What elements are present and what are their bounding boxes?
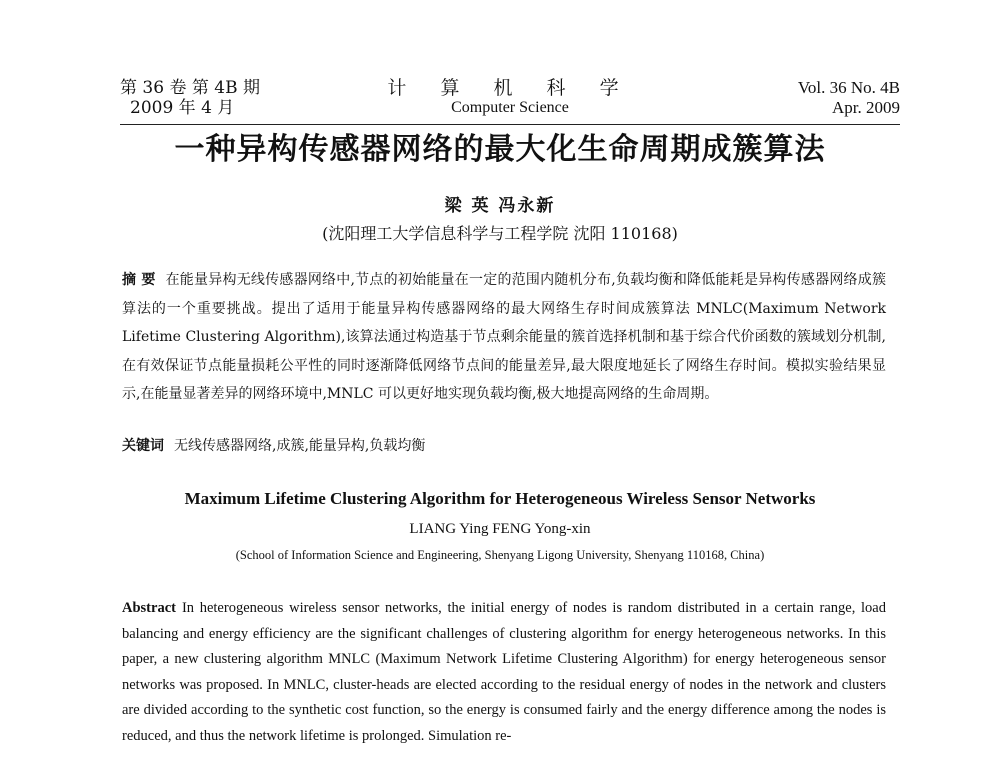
date-cn: 2009 年 4 月 <box>130 98 235 118</box>
paper-title-cn: 一种异构传感器网络的最大化生命周期成簇算法 <box>174 132 826 167</box>
journal-name-en: Computer Science <box>451 99 569 116</box>
running-header <box>120 78 900 124</box>
header-rule <box>120 124 900 125</box>
volume-cn: 第 36 卷 第 4B 期 <box>120 78 260 98</box>
abstract-en <box>122 596 886 749</box>
affiliation-en: (School of Information Science and Engineering, Shenyang Ligong University, Shenyang 110168, China) <box>235 548 765 562</box>
journal-name-cn: 计 算 机 科 学 <box>387 77 633 99</box>
keywords-cn-label: 关键词 <box>122 438 164 454</box>
header-center <box>120 78 900 118</box>
paper-title-en: Maximum Lifetime Clustering Algorithm for Heterogeneous Wireless Sensor Networks <box>184 489 816 508</box>
abstract-cn-label: 摘 要 <box>122 272 156 288</box>
abstract-cn-text: 在能量异构无线传感器网络中,节点的初始能量在一定的范围内随机分布,负载均衡和降低能耗是异构传感器网络成簇算法的一个重要挑战。提出了适用于能量异构传感器网络的最大网络生存时间成簇算法 MNLC(Maximum Network Lifetime Clustering Algorithm),该算法通过构造基于节点剩余能量的簇首选择机制和基于综合代价函数的簇域划分机制,在有效保证节点能量损耗公平性的同时逐渐降低网络节点间的能量差异,最大限度地延长了网络生存时间。模拟实验结果显示,在能量显著差异的网络环境中,MNLC 可以更好地实现负载均衡,极大地提高网络的生命周期。 <box>122 272 886 402</box>
abstract-cn <box>122 266 886 409</box>
abstract-en-text: In heterogeneous wireless sensor networks, the initial energy of nodes is random distributed in a certain range, load balancing and energy efficiency are the significant challenges of clustering algorithm for energy heterogeneous networks. In this paper, a new clustering algorithm MNLC (Maximum Network Lifetime Clustering Algorithm) for energy heterogeneous sensor networks was proposed. In MNLC, cluster-heads are elected according to the residual energy of nodes in the network and clusters are divided according to the synthetic cost function, so the energy is consumed fairly and the energy difference among the nodes is reduced, and thus the network lifetime is prolonged. Simulation re- <box>122 600 886 744</box>
authors-cn: 梁 英 冯永新 <box>444 196 556 216</box>
date-en: Apr. 2009 <box>832 98 900 117</box>
keywords-cn-text: 无线传感器网络,成簇,能量异构,负载均衡 <box>174 438 426 454</box>
authors-en: LIANG Ying FENG Yong-xin <box>409 521 591 537</box>
affiliation-cn: (沈阳理工大学信息科学与工程学院 沈阳 110168) <box>322 224 678 243</box>
keywords-cn <box>122 436 886 456</box>
abstract-en-label: Abstract <box>122 600 176 616</box>
header-right <box>798 78 900 118</box>
volume-en: Vol. 36 No. 4B <box>797 78 900 97</box>
